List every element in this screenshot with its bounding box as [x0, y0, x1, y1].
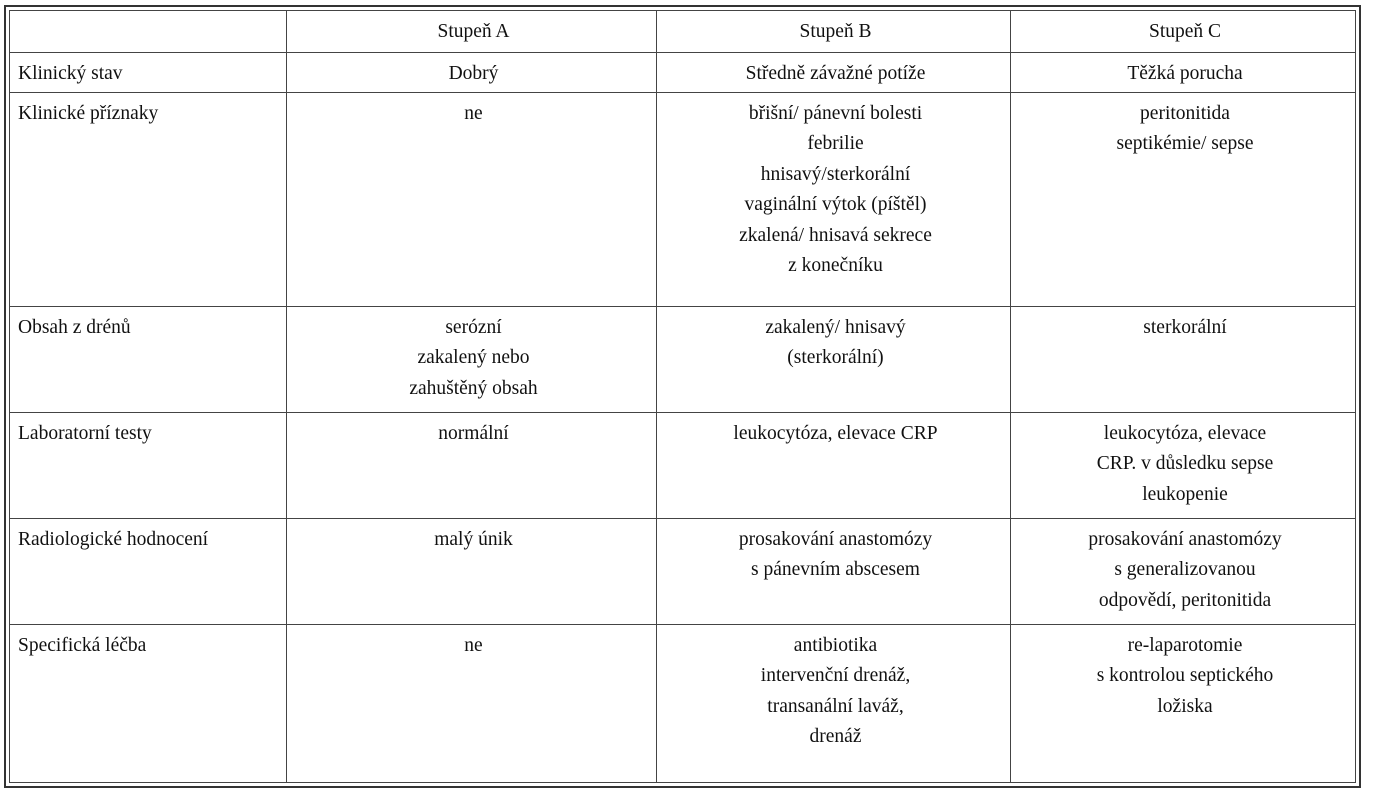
cell-line: ne [464, 634, 483, 656]
cell-grade-c [1011, 306, 1356, 412]
table-body [10, 53, 1356, 783]
table-row [10, 92, 1356, 306]
header-grade-c: Stupeň C [1011, 11, 1356, 53]
cell-line: prosakování anastomózy [738, 528, 933, 550]
cell-line: zakalený/ hnisavý [765, 316, 906, 338]
cell-line: septikémie/ sepse [1116, 133, 1254, 154]
table-header-row [10, 11, 1356, 53]
table-row [10, 412, 1356, 518]
cell-grade-c [1011, 412, 1356, 518]
cell-line: odpovědí, peritonitida [1098, 589, 1272, 611]
cell-grade-a [287, 53, 657, 93]
cell-grade-b [657, 518, 1011, 624]
cell-grade-a [287, 306, 657, 412]
cell-line: hnisavý/sterkorální [760, 163, 911, 185]
cell-line: peritonitida [1140, 102, 1230, 124]
cell-line: CRP. v důsledku sepse [1096, 453, 1274, 474]
cell-line: vaginální výtok (píštěl) [744, 194, 927, 215]
cell-grade-a [287, 518, 657, 624]
cell-grade-b [657, 624, 1011, 783]
cell-line: leukocytóza, elevace CRP [733, 422, 938, 444]
cell-grade-a [287, 92, 657, 306]
cell-line: febrilie [807, 133, 864, 154]
cell-line: zkalená/ hnisavá sekrece [739, 224, 932, 246]
cell-line: Těžká porucha [1127, 63, 1243, 84]
cell-line: prosakování anastomózy [1088, 528, 1282, 550]
cell-line: ložiska [1157, 695, 1213, 717]
header-grade-b: Stupeň B [657, 11, 1011, 53]
cell-line: zakalený nebo [417, 347, 530, 368]
cell-grade-c [1011, 53, 1356, 93]
cell-line: normální [438, 422, 509, 444]
table-row [10, 518, 1356, 624]
cell-grade-c [1011, 92, 1356, 306]
cell-line: Středně závažné potíže [745, 63, 926, 84]
row-label: Laboratorní testy [10, 412, 287, 518]
cell-line: s kontrolou septického [1096, 665, 1274, 686]
grading-table [9, 10, 1356, 783]
header-grade-a: Stupeň A [287, 11, 657, 53]
cell-line: břišní/ pánevní bolesti [748, 102, 923, 124]
cell-line: sterkorální [1143, 316, 1227, 338]
table-row [10, 53, 1356, 93]
cell-grade-b [657, 92, 1011, 306]
cell-line: s pánevním abscesem [751, 559, 920, 580]
cell-line: leukocytóza, elevace [1103, 422, 1267, 444]
cell-line: z konečníku [788, 255, 883, 276]
row-label: Obsah z drénů [10, 306, 287, 412]
cell-grade-b [657, 412, 1011, 518]
cell-grade-a [287, 412, 657, 518]
cell-grade-b [657, 53, 1011, 93]
table-row [10, 624, 1356, 783]
cell-line: (sterkorální) [787, 347, 884, 368]
cell-line: antibiotika [793, 634, 878, 656]
cell-line: ne [464, 102, 483, 124]
table-row [10, 306, 1356, 412]
cell-line: intervenční drenáž, [760, 665, 911, 686]
cell-line: Dobrý [448, 63, 499, 84]
cell-line: re-laparotomie [1127, 634, 1243, 656]
header-empty-cell [10, 11, 287, 53]
cell-line: transanální laváž, [767, 695, 904, 717]
cell-line: zahuštěný obsah [409, 377, 538, 399]
row-label: Radiologické hodnocení [10, 518, 287, 624]
cell-line: serózní [445, 316, 502, 338]
row-label: Klinický stav [10, 53, 287, 93]
cell-line: malý únik [434, 528, 513, 550]
cell-line: s generalizovanou [1114, 559, 1256, 580]
cell-line: leukopenie [1142, 483, 1228, 505]
row-label: Klinické příznaky [10, 92, 287, 306]
cell-grade-c [1011, 518, 1356, 624]
row-label: Specifická léčba [10, 624, 287, 783]
cell-line: drenáž [809, 726, 862, 747]
cell-grade-c [1011, 624, 1356, 783]
table-frame [4, 5, 1361, 788]
cell-grade-a [287, 624, 657, 783]
cell-grade-b [657, 306, 1011, 412]
